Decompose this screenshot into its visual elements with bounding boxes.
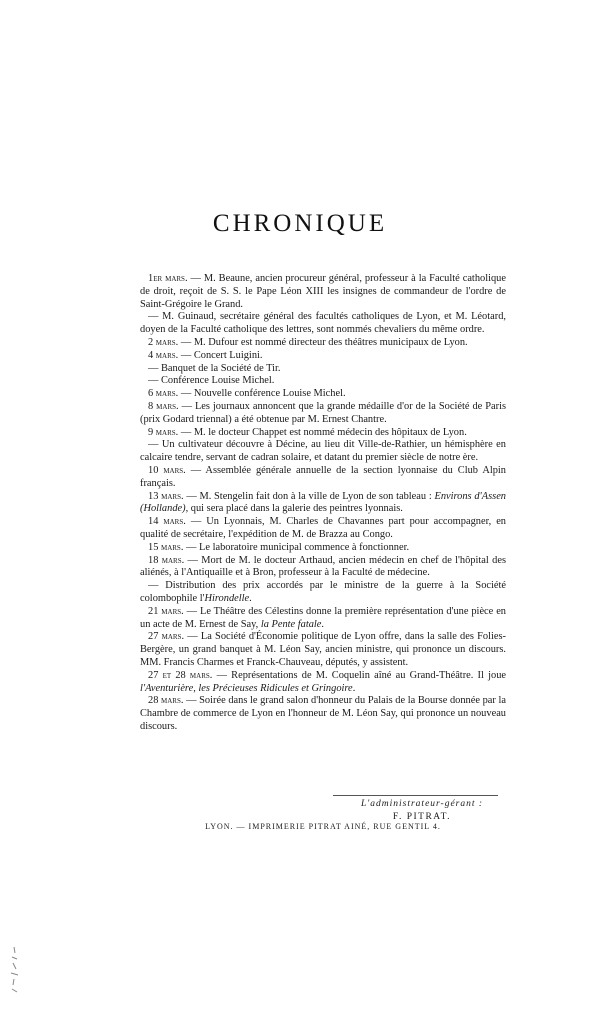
entry-text: — M. Beaune, ancien procureur général, professeur à la Faculté catholique de droit, reçoit de S. S. le Pape Léon XIII les insignes de commandeur de l'ordre de Saint-Grégoire le Grand. — [140, 273, 506, 310]
entry-date: 4 mars. — [148, 349, 179, 361]
entry-text: — Conférence Louise Michel. — [148, 375, 275, 387]
margin-stamp-marks — [8, 945, 22, 995]
entry-text: — M. Dufour est nommé directeur des théâtres municipaux de Lyon. — [178, 336, 468, 348]
chronicle-entry — [140, 439, 506, 465]
signature-rule — [333, 795, 498, 796]
entry-date: 27 et 28 mars. — [148, 669, 213, 681]
entry-text-after: , qui sera placé dans la galerie des peintres lyonnais. — [185, 503, 403, 515]
entry-text: — Concert Luigini. — [178, 349, 263, 361]
chronicle-entry — [140, 465, 506, 491]
entry-text: — M. Stengelin fait don à la ville de Lyon de son tableau : — [183, 490, 435, 502]
entry-date: 9 mars. — [148, 426, 179, 438]
chronicle-entry — [140, 311, 506, 337]
entry-text: — La Société d'Économie politique de Lyon offre, dans la salle des Folies-Bergère, un grand banquet à M. Léon Say, ancien ministre, qui prononce un discours. MM. Francis Charmes et Franck-Chauveau, députés, y assistent. — [140, 631, 506, 668]
chronicle-body — [140, 273, 506, 734]
page-title: CHRONIQUE — [212, 210, 388, 237]
entry-text: — Un Lyonnais, M. Charles de Chavannes part pour accompagner, en qualité de secrétaire, l'expédition de M. de Brazza au Congo. — [140, 516, 507, 540]
entry-date: 13 mars. — [148, 490, 184, 502]
chronicle-entry — [140, 491, 506, 517]
entry-text-after: . — [352, 682, 356, 694]
chronicle-entry — [140, 580, 506, 606]
entry-text-after: . — [321, 618, 325, 630]
entry-text: — Nouvelle conférence Louise Michel. — [178, 388, 346, 400]
chronicle-entry — [140, 375, 506, 388]
entry-italic-title: l'Aventurière, les Précieuses Ridicules et Gringoire — [140, 682, 353, 694]
entry-date: 2 mars. — [148, 336, 179, 348]
entry-text: — Mort de M. le docteur Arthaud, ancien médecin en chef de l'hôpital des aliénés, à l'Antiquaille et à Bron, professeur à la Faculté de médecine. — [140, 554, 506, 579]
chronicle-entry — [140, 363, 506, 376]
chronicle-entry — [140, 273, 506, 311]
chronicle-entry — [140, 695, 506, 733]
chronicle-entry — [140, 670, 506, 696]
entry-text: — Un cultivateur découvre à Décine, au lieu dit Ville-de-Rathier, un hémisphère en calcaire tendre, servant de cadran solaire, et datant du premier siècle de notre ère. — [140, 439, 506, 464]
chronicle-entry — [140, 337, 506, 350]
chronicle-entry — [140, 350, 506, 363]
signature-name: F. PITRAT. — [392, 812, 452, 822]
chronicle-entry — [140, 427, 506, 440]
entry-italic-title: la Pente fatale — [260, 618, 322, 630]
entry-text: — Distribution des prix accordés par le ministre de la guerre à la Société colombophile l' — [140, 580, 506, 604]
entry-text: — Le laboratoire municipal commence à fonctionner. — [183, 541, 410, 553]
entry-text: — Soirée dans le grand salon d'honneur du Palais de la Bourse donnée par la Chambre de commerce de Lyon en l'honneur de M. Léon Say, qui prononce un nouveau discours. — [140, 695, 506, 732]
entry-date: 18 mars. — [148, 554, 185, 566]
chronicle-entry — [140, 631, 506, 669]
entry-italic-title: Environs d'Assen (Hollande) — [140, 490, 507, 515]
printer-imprint: LYON. — IMPRIMERIE PITRAT AINÉ, RUE GENTIL 4. — [205, 822, 441, 831]
entry-date: 21 mars. — [148, 605, 184, 617]
chronicle-entry — [140, 542, 506, 555]
entry-text: — Les journaux annoncent que la grande médaille d'or de la Société de Paris (prix Godard triennal) a été obtenue par M. Ernest Chantre. — [140, 400, 506, 425]
entry-date: 14 mars. — [148, 516, 186, 528]
chronicle-entry — [140, 401, 506, 427]
entry-date: 28 mars. — [148, 695, 184, 707]
entry-text: — M. le docteur Chappet est nommé médecin des hôpitaux de Lyon. — [178, 426, 467, 438]
entry-date: 8 mars. — [148, 400, 179, 412]
entry-date: 1er mars. — [148, 273, 188, 284]
entry-text: — M. Guinaud, secrétaire général des facultés catholiques de Lyon, et M. Léotard, doyen de la Faculté catholique des lettres, sont nommés chevaliers du même ordre. — [140, 311, 506, 336]
entry-date: 27 mars. — [148, 631, 185, 643]
entry-text: — Le Théâtre des Célestins donne la première représentation d'une pièce en un acte de M. Ernest de Say, — [140, 605, 506, 630]
entry-italic-title: Hirondelle — [204, 592, 250, 604]
entry-date: 6 mars. — [148, 388, 179, 400]
entry-text: — Assemblée générale annuelle de la section lyonnaise du Club Alpin français. — [140, 464, 506, 489]
entry-text: — Banquet de la Société de Tir. — [148, 362, 281, 374]
signature-title: L'administrateur-gérant : — [360, 799, 484, 809]
entry-date: 10 mars. — [148, 464, 186, 476]
entry-text: — Représentations de M. Coquelin aîné au Grand-Théâtre. Il joue — [212, 669, 506, 681]
chronicle-entry — [140, 555, 506, 581]
entry-text-after: . — [249, 592, 252, 604]
chronicle-entry — [140, 606, 506, 632]
entry-date: 15 mars. — [148, 541, 184, 553]
chronicle-entry — [140, 388, 506, 401]
chronicle-entry — [140, 516, 506, 542]
